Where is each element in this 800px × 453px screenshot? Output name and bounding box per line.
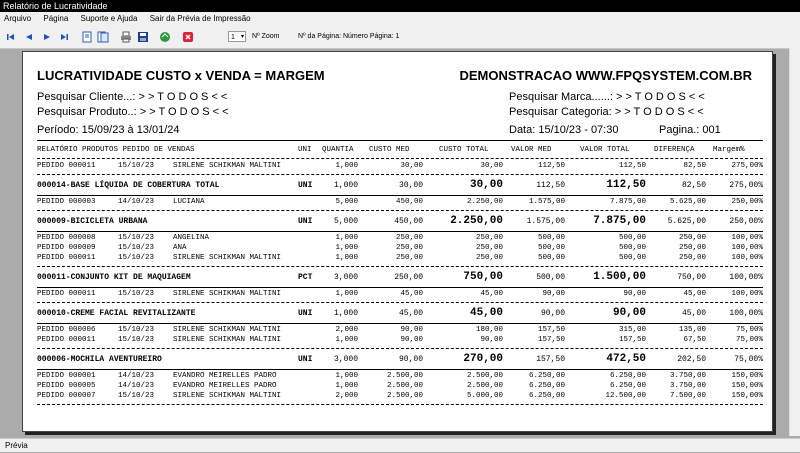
menu-pagina[interactable]: Página bbox=[43, 14, 69, 23]
divider bbox=[37, 174, 763, 175]
product-valor-total: 472,50 bbox=[606, 353, 646, 365]
order-id: PEDIDO 000006 bbox=[37, 326, 96, 334]
zoom-label: Nº Zoom bbox=[252, 33, 280, 40]
order-valor-total: 157,50 bbox=[618, 336, 646, 344]
order-custo-med: 2.500,00 bbox=[386, 372, 423, 380]
order-diferenca: 250,00 bbox=[678, 234, 706, 242]
order-date: 15/10/23 bbox=[118, 234, 155, 242]
order-custo-med: 90,00 bbox=[400, 326, 423, 334]
order-custo-total: 30,00 bbox=[480, 162, 503, 170]
order-custo-med: 90,00 bbox=[400, 336, 423, 344]
order-margem: 100,00% bbox=[731, 244, 763, 252]
order-custo-total: 90,00 bbox=[480, 336, 503, 344]
order-margem: 150,00% bbox=[731, 372, 763, 380]
order-row bbox=[23, 336, 772, 346]
order-custo-total: 250,00 bbox=[475, 234, 503, 242]
menu-arquivo[interactable]: Arquivo bbox=[4, 14, 32, 23]
two-page-icon[interactable] bbox=[97, 31, 109, 43]
order-row bbox=[23, 198, 772, 208]
product-uni: PCT bbox=[298, 273, 313, 282]
order-quantia: 1,000 bbox=[335, 336, 358, 344]
divider bbox=[37, 140, 763, 141]
order-margem: 150,00% bbox=[731, 382, 763, 390]
order-valor-med: 6.250,00 bbox=[528, 382, 565, 390]
order-id: PEDIDO 000011 bbox=[37, 162, 96, 170]
order-valor-med: 157,50 bbox=[537, 326, 565, 334]
product-row bbox=[23, 215, 772, 229]
product-row bbox=[23, 353, 772, 367]
order-valor-med: 500,00 bbox=[537, 244, 565, 252]
product-margem: 100,00% bbox=[729, 309, 763, 318]
product-name: 000011-CONJUNTO KIT DE MAQUIAGEM bbox=[37, 273, 191, 282]
product-diferenca: 750,00 bbox=[677, 273, 706, 282]
order-id: PEDIDO 000003 bbox=[37, 198, 96, 206]
col-margem: Margem% bbox=[713, 146, 745, 154]
chevron-down-icon: ▾ bbox=[240, 34, 244, 40]
col-diferenca: DIFERENÇA bbox=[654, 146, 695, 154]
product-valor-med: 112,50 bbox=[536, 181, 565, 190]
order-margem: 75,00% bbox=[735, 326, 763, 334]
periodo: Período: 15/09/23 à 13/01/24 bbox=[37, 124, 180, 136]
order-valor-total: 500,00 bbox=[618, 254, 646, 262]
divider bbox=[37, 231, 763, 232]
product-custo-med: 250,00 bbox=[394, 273, 423, 282]
order-client: EVANDRO MEIRELLES PADRO bbox=[173, 372, 277, 380]
order-diferenca: 82,50 bbox=[683, 162, 706, 170]
order-valor-med: 1.575,00 bbox=[528, 198, 565, 206]
filter-cliente: Pesquisar Cliente...: > > T O D O S < < bbox=[37, 91, 228, 103]
order-row bbox=[23, 382, 772, 392]
single-page-icon[interactable] bbox=[81, 31, 93, 43]
order-row bbox=[23, 372, 772, 382]
order-row bbox=[23, 244, 772, 254]
divider bbox=[37, 323, 763, 324]
order-id: PEDIDO 000008 bbox=[37, 234, 96, 242]
order-valor-total: 315,00 bbox=[618, 326, 646, 334]
order-custo-med: 250,00 bbox=[395, 254, 423, 262]
order-custo-med: 250,00 bbox=[395, 244, 423, 252]
report-title: LUCRATIVIDADE CUSTO x VENDA = MARGEM bbox=[37, 68, 325, 83]
toolbar bbox=[0, 26, 800, 49]
order-valor-med: 500,00 bbox=[537, 254, 565, 262]
next-page-icon[interactable] bbox=[40, 31, 52, 43]
order-date: 15/10/23 bbox=[118, 244, 155, 252]
order-diferenca: 135,00 bbox=[678, 326, 706, 334]
vertical-scrollbar[interactable] bbox=[789, 48, 800, 436]
page-label: Nº da Página: Número Página: 1 bbox=[298, 33, 400, 40]
product-valor-med: 90,00 bbox=[540, 309, 565, 318]
order-id: PEDIDO 000009 bbox=[37, 244, 96, 252]
order-row bbox=[23, 254, 772, 264]
order-id: PEDIDO 000011 bbox=[37, 254, 96, 262]
product-valor-total: 7.875,00 bbox=[593, 215, 646, 227]
product-valor-total: 1.500,00 bbox=[593, 271, 646, 283]
product-diferenca: 82,50 bbox=[681, 181, 706, 190]
order-client: SIRLENE SCHIKMAN MALTINI bbox=[173, 326, 282, 334]
order-margem: 75,00% bbox=[735, 336, 763, 344]
order-date: 14/10/23 bbox=[118, 198, 155, 206]
order-date: 15/10/23 bbox=[118, 326, 155, 334]
product-diferenca: 45,00 bbox=[681, 309, 706, 318]
col-quantia: QUANTIA bbox=[322, 146, 354, 154]
order-margem: 100,00% bbox=[731, 290, 763, 298]
product-row bbox=[23, 307, 772, 321]
product-custo-total: 2.250,00 bbox=[450, 215, 503, 227]
product-valor-med: 157,50 bbox=[536, 355, 565, 364]
product-name: 000009-BICICLETA URBANA bbox=[37, 217, 148, 226]
product-custo-med: 90,00 bbox=[398, 355, 423, 364]
page-number: Pagina.: 001 bbox=[659, 124, 721, 136]
order-valor-med: 500,00 bbox=[537, 234, 565, 242]
prev-page-icon[interactable] bbox=[24, 31, 36, 43]
status-bar: Prévia bbox=[0, 438, 800, 452]
order-margem: 100,00% bbox=[731, 254, 763, 262]
order-custo-total: 250,00 bbox=[475, 254, 503, 262]
order-client: EVANDRO MEIRELLES PADRO bbox=[173, 382, 277, 390]
order-valor-total: 12.500,00 bbox=[605, 392, 646, 400]
divider bbox=[37, 210, 763, 211]
col-valor-med: VALOR MED bbox=[511, 146, 552, 154]
product-name: 000014-BASE LÍQUIDA DE COBERTURA TOTAL bbox=[37, 181, 220, 190]
filter-marca: Pesquisar Marca......: > > T O D O S < < bbox=[509, 91, 705, 103]
order-id: PEDIDO 000005 bbox=[37, 382, 96, 390]
divider bbox=[37, 348, 763, 349]
product-valor-med: 1.575,00 bbox=[526, 217, 565, 226]
order-custo-total: 2.500,00 bbox=[466, 382, 503, 390]
filter-produto: Pesquisar Produto..: > > T O D O S < < bbox=[37, 106, 229, 118]
order-quantia: 1,000 bbox=[335, 290, 358, 298]
order-valor-total: 90,00 bbox=[623, 290, 646, 298]
product-valor-total: 112,50 bbox=[606, 179, 646, 191]
menu-sair[interactable]: Sair da Prévia de Impressão bbox=[149, 14, 251, 23]
order-row bbox=[23, 234, 772, 244]
order-quantia: 1,000 bbox=[335, 372, 358, 380]
order-client: SIRLENE SCHIKMAN MALTINI bbox=[173, 290, 282, 298]
order-custo-total: 250,00 bbox=[475, 244, 503, 252]
order-valor-total: 6.250,00 bbox=[609, 382, 646, 390]
order-id: PEDIDO 000011 bbox=[37, 336, 96, 344]
col-custo-total: CUSTO TOTAL bbox=[439, 146, 489, 154]
order-custo-med: 250,00 bbox=[395, 234, 423, 242]
product-quantia: 5,000 bbox=[333, 217, 358, 226]
divider bbox=[37, 158, 763, 159]
filter-categoria: Pesquisar Categoria: > > T O D O S < < bbox=[509, 106, 704, 118]
product-quantia: 1,000 bbox=[333, 181, 358, 190]
company-name: DEMONSTRACAO WWW.FPQSYSTEM.COM.BR bbox=[459, 68, 752, 83]
order-date: 15/10/23 bbox=[118, 392, 155, 400]
zoom-value: 1 bbox=[231, 34, 235, 41]
order-date: 15/10/23 bbox=[118, 162, 155, 170]
order-diferenca: 250,00 bbox=[678, 244, 706, 252]
menu-bar bbox=[0, 12, 800, 26]
order-valor-total: 7.875,00 bbox=[609, 198, 646, 206]
order-custo-med: 450,00 bbox=[395, 198, 423, 206]
order-client: SIRLENE SCHIKMAN MALTINI bbox=[173, 392, 282, 400]
product-uni: UNI bbox=[298, 309, 313, 318]
order-margem: 275,00% bbox=[731, 162, 763, 170]
order-quantia: 1,000 bbox=[335, 244, 358, 252]
column-header-row bbox=[23, 146, 772, 156]
product-margem: 100,00% bbox=[729, 273, 763, 282]
product-quantia: 3,000 bbox=[333, 273, 358, 282]
order-id: PEDIDO 000007 bbox=[37, 392, 96, 400]
order-date: 14/10/23 bbox=[118, 382, 155, 390]
order-valor-total: 112,50 bbox=[618, 162, 646, 170]
product-quantia: 1,000 bbox=[333, 309, 358, 318]
order-date: 15/10/23 bbox=[118, 254, 155, 262]
col-custo-med: CUSTO MED bbox=[369, 146, 410, 154]
product-row bbox=[23, 271, 772, 285]
order-custo-med: 30,00 bbox=[400, 162, 423, 170]
product-uni: UNI bbox=[298, 217, 313, 226]
order-diferenca: 5.625,00 bbox=[669, 198, 706, 206]
product-custo-med: 30,00 bbox=[398, 181, 423, 190]
product-custo-med: 45,00 bbox=[398, 309, 423, 318]
zoom-select[interactable] bbox=[228, 31, 246, 42]
col-desc: RELATÓRIO PRODUTOS PEDIDO DE VENDAS bbox=[37, 146, 195, 154]
order-quantia: 1,000 bbox=[335, 382, 358, 390]
product-custo-total: 270,00 bbox=[463, 353, 503, 365]
order-quantia: 1,000 bbox=[335, 234, 358, 242]
save-icon[interactable] bbox=[137, 31, 149, 43]
order-date: 14/10/23 bbox=[118, 372, 155, 380]
order-quantia: 5,000 bbox=[335, 198, 358, 206]
report-date: Data: 15/10/23 - 07:30 bbox=[509, 124, 619, 136]
order-valor-total: 500,00 bbox=[618, 234, 646, 242]
print-icon[interactable] bbox=[120, 31, 132, 43]
order-diferenca: 45,00 bbox=[683, 290, 706, 298]
order-client: LUCIANA bbox=[173, 198, 205, 206]
divider bbox=[37, 195, 763, 196]
order-custo-med: 45,00 bbox=[400, 290, 423, 298]
order-margem: 150,00% bbox=[731, 392, 763, 400]
order-valor-total: 6.250,00 bbox=[609, 372, 646, 380]
order-row bbox=[23, 162, 772, 172]
order-quantia: 1,000 bbox=[335, 162, 358, 170]
window-title: Relatório de Lucratividade bbox=[0, 0, 800, 12]
order-custo-med: 2.500,00 bbox=[386, 392, 423, 400]
product-quantia: 3,000 bbox=[333, 355, 358, 364]
product-margem: 275,00% bbox=[729, 181, 763, 190]
order-row bbox=[23, 392, 772, 402]
divider bbox=[37, 404, 763, 405]
last-page-icon[interactable] bbox=[57, 31, 69, 43]
order-client: SIRLENE SCHIKMAN MALTINI bbox=[173, 254, 282, 262]
product-uni: UNI bbox=[298, 355, 313, 364]
order-custo-total: 2.250,00 bbox=[466, 198, 503, 206]
col-uni: UNI bbox=[298, 146, 312, 154]
order-valor-med: 157,50 bbox=[537, 336, 565, 344]
order-quantia: 2,000 bbox=[335, 326, 358, 334]
divider bbox=[37, 266, 763, 267]
col-valor-total: VALOR TOTAL bbox=[580, 146, 630, 154]
order-custo-total: 5.000,00 bbox=[466, 392, 503, 400]
product-valor-total: 90,00 bbox=[612, 307, 646, 319]
order-valor-med: 90,00 bbox=[542, 290, 565, 298]
export-icon[interactable] bbox=[159, 31, 171, 43]
order-client: SIRLENE SCHIKMAN MALTINI bbox=[173, 336, 282, 344]
product-uni: UNI bbox=[298, 181, 313, 190]
order-row bbox=[23, 326, 772, 336]
order-valor-total: 500,00 bbox=[618, 244, 646, 252]
order-client: ANA bbox=[173, 244, 187, 252]
order-id: PEDIDO 000001 bbox=[37, 372, 96, 380]
order-margem: 250,00% bbox=[731, 198, 763, 206]
close-icon[interactable] bbox=[182, 31, 194, 43]
divider bbox=[37, 287, 763, 288]
product-name: 000010-CREME FACIAL REVITALIZANTE bbox=[37, 309, 196, 318]
product-custo-total: 30,00 bbox=[469, 179, 503, 191]
order-custo-total: 2.500,00 bbox=[466, 372, 503, 380]
divider bbox=[37, 369, 763, 370]
product-valor-med: 500,00 bbox=[536, 273, 565, 282]
order-diferenca: 3.750,00 bbox=[669, 372, 706, 380]
first-page-icon[interactable] bbox=[6, 31, 18, 43]
order-date: 15/10/23 bbox=[118, 336, 155, 344]
order-row bbox=[23, 290, 772, 300]
order-valor-med: 112,50 bbox=[537, 162, 565, 170]
order-client: SIRLENE SCHIKMAN MALTINI bbox=[173, 162, 282, 170]
product-custo-total: 45,00 bbox=[469, 307, 503, 319]
order-valor-med: 6.250,00 bbox=[528, 372, 565, 380]
product-name: 000006-MOCHILA AVENTUREIRO bbox=[37, 355, 162, 364]
product-diferenca: 5.625,00 bbox=[667, 217, 706, 226]
product-margem: 250,00% bbox=[729, 217, 763, 226]
product-custo-med: 450,00 bbox=[394, 217, 423, 226]
product-row bbox=[23, 179, 772, 193]
order-custo-total: 45,00 bbox=[480, 290, 503, 298]
order-quantia: 1,000 bbox=[335, 254, 358, 262]
product-margem: 75,00% bbox=[734, 355, 763, 364]
order-diferenca: 67,50 bbox=[683, 336, 706, 344]
order-id: PEDIDO 000011 bbox=[37, 290, 96, 298]
product-diferenca: 202,50 bbox=[677, 355, 706, 364]
order-diferenca: 7.500,00 bbox=[669, 392, 706, 400]
divider bbox=[37, 302, 763, 303]
product-custo-total: 750,00 bbox=[463, 271, 503, 283]
menu-suporte[interactable]: Suporte e Ajuda bbox=[80, 14, 138, 23]
order-diferenca: 250,00 bbox=[678, 254, 706, 262]
order-quantia: 2,000 bbox=[335, 392, 358, 400]
order-diferenca: 3.750,00 bbox=[669, 382, 706, 390]
report-page bbox=[22, 51, 773, 432]
order-margem: 100,00% bbox=[731, 234, 763, 242]
order-valor-med: 6.250,00 bbox=[528, 392, 565, 400]
order-custo-med: 2.500,00 bbox=[386, 382, 423, 390]
order-date: 15/10/23 bbox=[118, 290, 155, 298]
order-custo-total: 180,00 bbox=[475, 326, 503, 334]
order-client: ANGELINA bbox=[173, 234, 210, 242]
